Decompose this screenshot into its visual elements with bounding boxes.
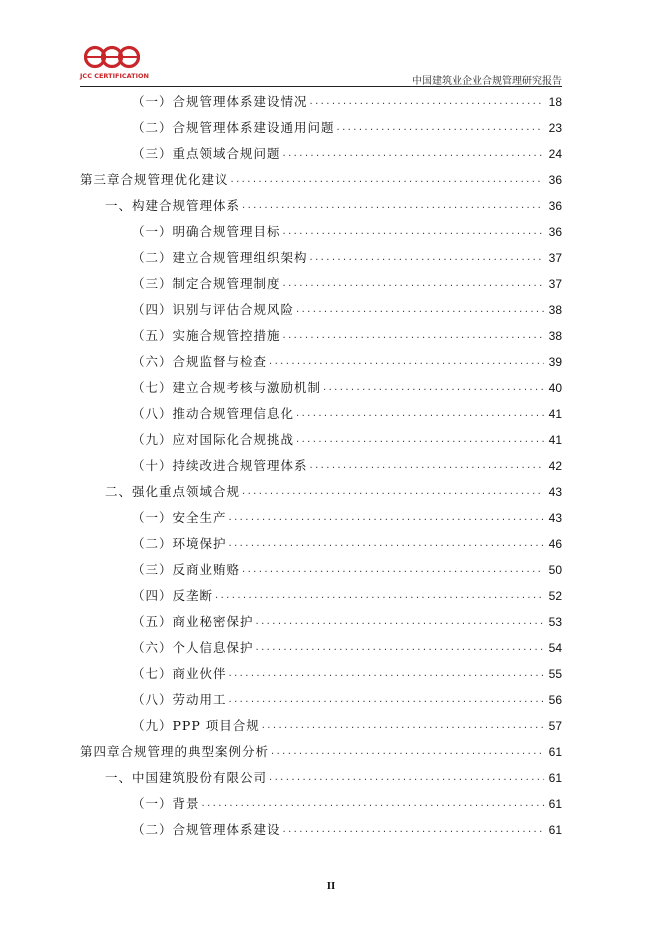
toc-entry-title: （四）识别与评估合规风险 xyxy=(132,302,295,317)
toc-entry[interactable] xyxy=(80,479,562,505)
company-logo xyxy=(80,44,149,84)
toc-entry-page: 24 xyxy=(548,147,562,161)
toc-entry-title: （五）实施合规管控措施 xyxy=(132,328,281,343)
toc-entry-title: （十）持续改进合规管理体系 xyxy=(132,458,308,473)
toc-entry-title: 一、构建合规管理体系 xyxy=(105,198,241,213)
toc-dot-leader xyxy=(283,271,544,297)
toc-entry-page: 46 xyxy=(548,537,562,551)
toc-entry-page: 43 xyxy=(548,511,562,525)
toc-entry-page: 40 xyxy=(548,381,562,395)
toc-entry-page: 38 xyxy=(548,329,562,343)
toc-entry[interactable] xyxy=(80,141,562,167)
toc-entry-page: 42 xyxy=(548,459,562,473)
toc-dot-leader xyxy=(283,323,544,349)
toc-entry-title: （八）劳动用工 xyxy=(132,692,227,707)
toc-dot-leader xyxy=(256,609,544,635)
toc-dot-leader xyxy=(269,765,544,791)
toc-dot-leader xyxy=(296,427,544,453)
toc-entry[interactable] xyxy=(80,661,562,687)
toc-dot-leader xyxy=(242,193,544,219)
report-title: 中国建筑业企业合规管理研究报告 xyxy=(412,76,562,87)
toc-entry-title: （九）PPP 项目合规 xyxy=(132,718,260,733)
toc-entry[interactable] xyxy=(80,349,562,375)
toc-dot-leader xyxy=(296,297,544,323)
toc-entry[interactable] xyxy=(80,531,562,557)
toc-entry[interactable] xyxy=(80,375,562,401)
toc-entry-page: 39 xyxy=(548,355,562,369)
toc-entry[interactable] xyxy=(80,557,562,583)
toc-entry[interactable] xyxy=(80,453,562,479)
toc-entry[interactable] xyxy=(80,297,562,323)
toc-entry[interactable] xyxy=(80,219,562,245)
toc-entry-page: 37 xyxy=(548,277,562,291)
toc-entry-title: （三）重点领域合规问题 xyxy=(132,146,281,161)
toc-entry-title: （一）背景 xyxy=(132,796,200,811)
toc-entry[interactable] xyxy=(80,245,562,271)
logo-text: JCC CERTIFICATION xyxy=(80,72,149,80)
logo-rings-icon xyxy=(84,44,140,70)
toc-entry-page: 43 xyxy=(548,485,562,499)
toc-entry-title: （六）合规监督与检查 xyxy=(132,354,268,369)
toc-dot-leader xyxy=(283,219,544,245)
toc-dot-leader xyxy=(310,245,544,271)
toc-dot-leader xyxy=(283,817,544,843)
toc-entry[interactable] xyxy=(80,583,562,609)
toc-entry-page: 61 xyxy=(548,823,562,837)
toc-dot-leader xyxy=(271,739,544,765)
toc-entry[interactable] xyxy=(80,115,562,141)
header-divider xyxy=(80,86,562,87)
toc-entry-page: 52 xyxy=(548,589,562,603)
toc-dot-leader xyxy=(269,349,544,375)
toc-dot-leader xyxy=(229,661,544,687)
toc-entry-page: 55 xyxy=(548,667,562,681)
toc-dot-leader xyxy=(283,141,544,167)
toc-entry-title: （二）建立合规管理组织架构 xyxy=(132,250,308,265)
toc-entry[interactable] xyxy=(80,687,562,713)
toc-entry-title: （四）反垄断 xyxy=(132,588,214,603)
toc-entry-title: （三）反商业贿赂 xyxy=(132,562,241,577)
toc-entry-page: 61 xyxy=(548,771,562,785)
toc-entry-title: （七）建立合规考核与激励机制 xyxy=(132,380,322,395)
toc-entry-page: 50 xyxy=(548,563,562,577)
toc-entry[interactable] xyxy=(80,791,562,817)
toc-dot-leader xyxy=(229,531,544,557)
toc-dot-leader xyxy=(256,635,544,661)
toc-entry-title: （一）安全生产 xyxy=(132,510,227,525)
toc-dot-leader xyxy=(202,791,544,817)
toc-dot-leader xyxy=(323,375,544,401)
toc-entry[interactable] xyxy=(80,713,562,739)
toc-dot-leader xyxy=(296,401,544,427)
toc-entry-title: （八）推动合规管理信息化 xyxy=(132,406,295,421)
toc-dot-leader xyxy=(242,557,544,583)
toc-dot-leader xyxy=(229,687,544,713)
toc-entry-title: （五）商业秘密保护 xyxy=(132,614,254,629)
toc-entry-title: （二）环境保护 xyxy=(132,536,227,551)
toc-entry[interactable] xyxy=(80,765,562,791)
toc-entry-page: 36 xyxy=(548,199,562,213)
toc-entry-title: 二、强化重点领域合规 xyxy=(105,484,241,499)
toc-entry[interactable] xyxy=(80,817,562,843)
toc-entry-page: 41 xyxy=(548,433,562,447)
toc-entry-title: （七）商业伙伴 xyxy=(132,666,227,681)
toc-entry[interactable] xyxy=(80,193,562,219)
toc-dot-leader xyxy=(215,583,544,609)
toc-entry-title: （六）个人信息保护 xyxy=(132,640,254,655)
toc-entry[interactable] xyxy=(80,167,562,193)
toc-dot-leader xyxy=(231,167,544,193)
toc-entry[interactable] xyxy=(80,505,562,531)
table-of-contents xyxy=(80,89,562,843)
toc-entry-page: 23 xyxy=(548,121,562,135)
toc-entry-title: （九）应对国际化合规挑战 xyxy=(132,432,295,447)
toc-entry-page: 61 xyxy=(548,797,562,811)
toc-entry-page: 53 xyxy=(548,615,562,629)
toc-entry-page: 36 xyxy=(548,173,562,187)
toc-entry-page: 57 xyxy=(548,719,562,733)
toc-entry-title: 一、中国建筑股份有限公司 xyxy=(105,770,268,785)
toc-entry-title: 第四章合规管理的典型案例分析 xyxy=(80,744,270,759)
toc-dot-leader xyxy=(337,115,544,141)
toc-entry[interactable] xyxy=(80,271,562,297)
page-number: II xyxy=(326,880,336,892)
toc-entry-title: （二）合规管理体系建设通用问题 xyxy=(132,120,335,135)
toc-entry-page: 54 xyxy=(548,641,562,655)
toc-entry[interactable] xyxy=(80,739,562,765)
toc-entry-page: 61 xyxy=(548,745,562,759)
toc-entry-title: （一）合规管理体系建设情况 xyxy=(132,94,308,109)
toc-dot-leader xyxy=(229,505,544,531)
toc-entry-page: 36 xyxy=(548,225,562,239)
toc-dot-leader xyxy=(310,453,544,479)
toc-entry[interactable] xyxy=(80,401,562,427)
page-header xyxy=(80,44,562,87)
toc-entry-page: 38 xyxy=(548,303,562,317)
toc-entry-page: 56 xyxy=(548,693,562,707)
toc-entry-title: （三）制定合规管理制度 xyxy=(132,276,281,291)
toc-entry-page: 37 xyxy=(548,251,562,265)
toc-dot-leader xyxy=(310,89,544,115)
toc-dot-leader xyxy=(242,479,544,505)
toc-entry[interactable] xyxy=(80,609,562,635)
toc-entry-title: （二）合规管理体系建设 xyxy=(132,822,281,837)
toc-entry-page: 18 xyxy=(548,95,562,109)
toc-entry[interactable] xyxy=(80,427,562,453)
toc-entry[interactable] xyxy=(80,635,562,661)
toc-entry[interactable] xyxy=(80,89,562,115)
toc-entry-title: （一）明确合规管理目标 xyxy=(132,224,281,239)
toc-entry-title: 第三章合规管理优化建议 xyxy=(80,172,229,187)
toc-dot-leader xyxy=(262,713,544,739)
toc-entry-page: 41 xyxy=(548,407,562,421)
toc-entry[interactable] xyxy=(80,323,562,349)
